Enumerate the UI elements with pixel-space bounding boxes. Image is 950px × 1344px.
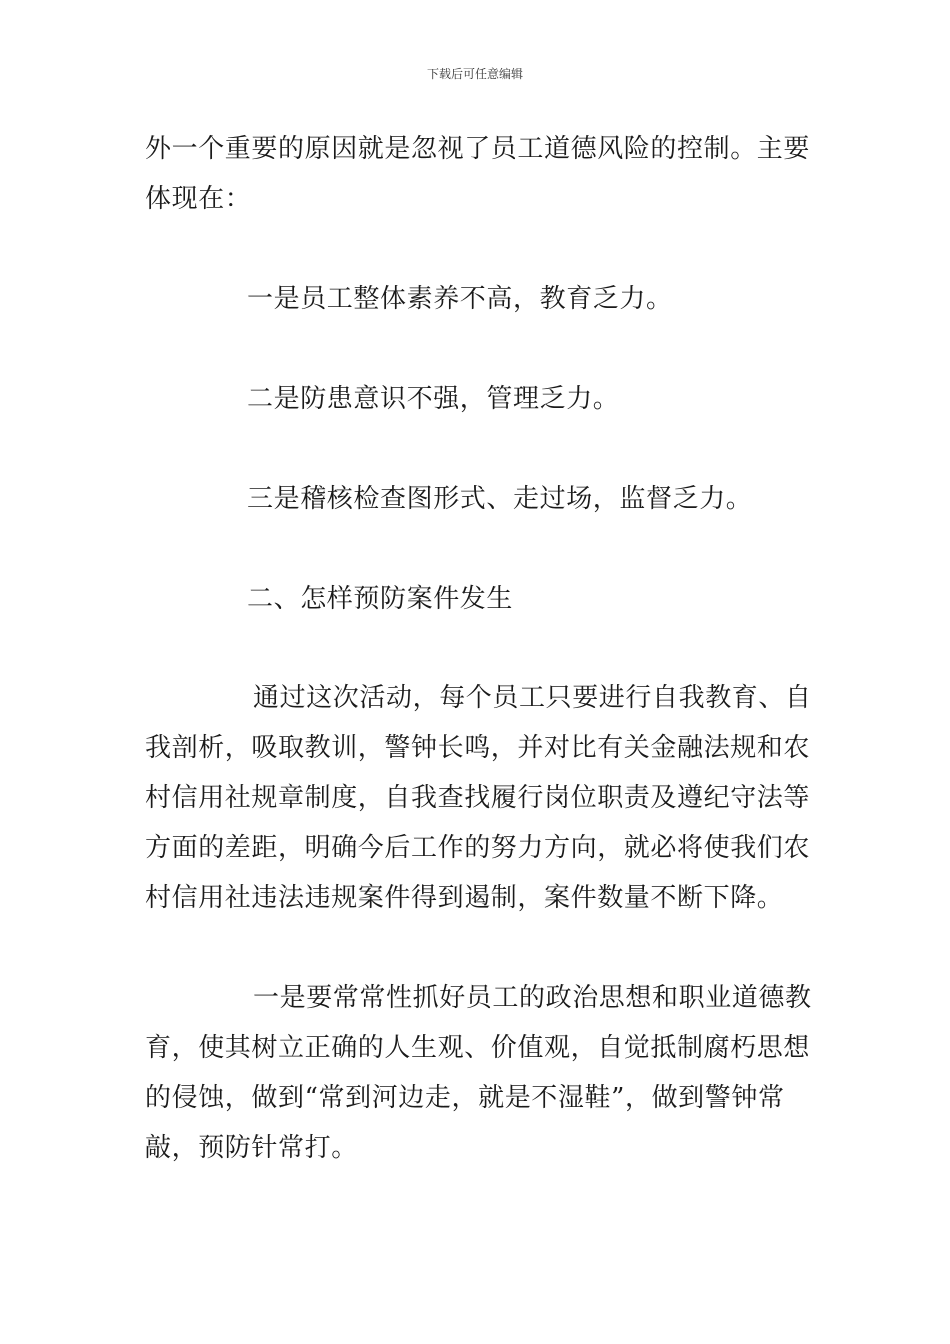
paragraph-3-line-2: 育，使其树立正确的人生观、价值观，自觉抵制腐朽思想 [145,1033,811,1063]
paragraph-2-line-3: 村信用社规章制度，自我查找履行岗位职责及遵纪守法等 [145,783,811,813]
paragraph-3-line-1: 一是要常常性抓好员工的政治思想和职业道德教 [253,983,812,1013]
list-item-3: 三是稽核检查图形式、走过场，监督乏力。 [247,484,753,514]
paragraph-2-line-2: 我剖析，吸取教训，警钟长鸣，并对比有关金融法规和农 [145,733,811,763]
paragraph-3-line-4: 敲，预防针常打。 [145,1133,358,1163]
paragraph-1-line-1: 外一个重要的原因就是忽视了员工道德风险的控制。主要 [145,134,811,164]
paragraph-2-line-5: 村信用社违法违规案件得到遏制，案件数量不断下降。 [145,883,784,913]
paragraph-2-line-1: 通过这次活动，每个员工只要进行自我教育、自 [253,683,812,713]
section-heading: 二、怎样预防案件发生 [247,584,514,614]
page-header: 下载后可任意编辑 [426,67,523,81]
paragraph-2-line-4: 方面的差距，明确今后工作的努力方向，就必将使我们农 [145,833,811,863]
paragraph-1-line-2: 体现在： [145,184,252,214]
list-item-1: 一是员工整体素养不高，教育乏力。 [247,284,673,314]
list-item-2: 二是防患意识不强，管理乏力。 [247,384,620,414]
paragraph-3-line-3: 的侵蚀，做到“常到河边走，就是不湿鞋”，做到警钟常 [145,1083,785,1113]
